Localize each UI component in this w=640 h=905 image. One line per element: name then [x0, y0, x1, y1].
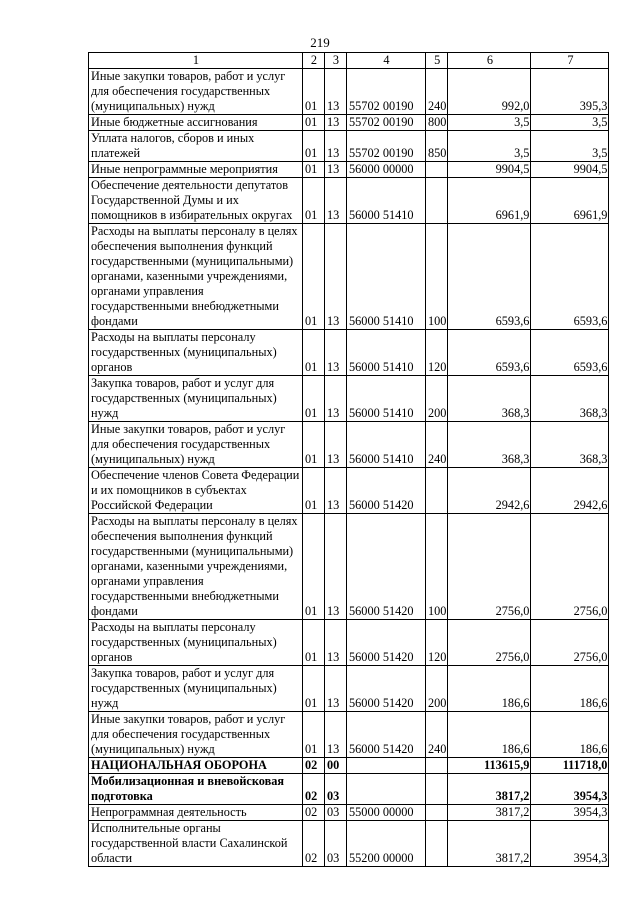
cell-section: 01	[303, 115, 325, 131]
cell-section: 01	[303, 422, 325, 468]
cell-expense-type: 120	[426, 620, 448, 666]
cell-expense-type	[426, 162, 448, 178]
cell-target-article: 55200 00000	[347, 821, 426, 867]
cell-name: Расходы на выплаты персоналу в целях обеспечения выполнения функций государственными (муниципальными) органами, казенными учреждениями, органами управления государственными внебюджетными фондами	[89, 224, 303, 330]
cell-subsection: 13	[325, 620, 347, 666]
cell-amount-2: 6593,6	[531, 330, 609, 376]
cell-amount-1: 3,5	[448, 131, 531, 162]
cell-expense-type: 240	[426, 712, 448, 758]
header-cell: 3	[325, 53, 347, 69]
cell-section: 02	[303, 758, 325, 774]
cell-expense-type: 800	[426, 115, 448, 131]
cell-amount-1: 2756,0	[448, 514, 531, 620]
cell-target-article: 56000 51410	[347, 178, 426, 224]
cell-expense-type: 200	[426, 666, 448, 712]
cell-subsection: 13	[325, 224, 347, 330]
cell-name: Иные закупки товаров, работ и услуг для обеспечения государственных (муниципальных) нужд	[89, 69, 303, 115]
cell-subsection: 13	[325, 422, 347, 468]
cell-expense-type: 850	[426, 131, 448, 162]
cell-amount-2: 3,5	[531, 131, 609, 162]
table-row	[89, 330, 609, 376]
cell-name: Расходы на выплаты персоналу в целях обеспечения выполнения функций государственными (муниципальными) органами, казенными учреждениями, органами управления государственными внебюджетными фондами	[89, 514, 303, 620]
cell-expense-type	[426, 178, 448, 224]
cell-amount-1: 992,0	[448, 69, 531, 115]
table-row	[89, 666, 609, 712]
cell-amount-1: 9904,5	[448, 162, 531, 178]
table-row	[89, 774, 609, 805]
cell-name: Расходы на выплаты персоналу государственных (муниципальных) органов	[89, 620, 303, 666]
cell-amount-1: 368,3	[448, 376, 531, 422]
cell-amount-2: 3954,3	[531, 821, 609, 867]
cell-amount-2: 395,3	[531, 69, 609, 115]
cell-amount-1: 368,3	[448, 422, 531, 468]
cell-target-article: 56000 51420	[347, 712, 426, 758]
header-cell: 7	[531, 53, 609, 69]
cell-amount-2: 3,5	[531, 115, 609, 131]
cell-section: 01	[303, 712, 325, 758]
table-row	[89, 620, 609, 666]
cell-amount-1: 113615,9	[448, 758, 531, 774]
cell-expense-type	[426, 468, 448, 514]
table-row	[89, 69, 609, 115]
table-row	[89, 115, 609, 131]
cell-amount-1: 2756,0	[448, 620, 531, 666]
table-row	[89, 178, 609, 224]
cell-target-article: 55702 00190	[347, 69, 426, 115]
cell-section: 01	[303, 468, 325, 514]
cell-amount-2: 2942,6	[531, 468, 609, 514]
cell-expense-type: 200	[426, 376, 448, 422]
cell-amount-2: 186,6	[531, 712, 609, 758]
cell-name: Иные закупки товаров, работ и услуг для обеспечения государственных (муниципальных) нужд	[89, 422, 303, 468]
cell-target-article: 56000 00000	[347, 162, 426, 178]
table-row	[89, 162, 609, 178]
cell-section: 01	[303, 131, 325, 162]
cell-target-article	[347, 758, 426, 774]
cell-name: Расходы на выплаты персоналу государственных (муниципальных) органов	[89, 330, 303, 376]
cell-target-article: 56000 51410	[347, 376, 426, 422]
cell-section: 01	[303, 69, 325, 115]
cell-target-article: 56000 51410	[347, 330, 426, 376]
table-row	[89, 514, 609, 620]
table-row	[89, 422, 609, 468]
cell-expense-type: 240	[426, 422, 448, 468]
table-row	[89, 805, 609, 821]
page-number: 219	[310, 35, 330, 50]
cell-amount-2: 2756,0	[531, 514, 609, 620]
cell-section: 01	[303, 620, 325, 666]
cell-subsection: 03	[325, 774, 347, 805]
cell-section: 01	[303, 162, 325, 178]
cell-name: Иные закупки товаров, работ и услуг для обеспечения государственных (муниципальных) нужд	[89, 712, 303, 758]
table-row	[89, 224, 609, 330]
cell-amount-2: 6961,9	[531, 178, 609, 224]
cell-amount-2: 9904,5	[531, 162, 609, 178]
cell-name: Обеспечение деятельности депутатов Государственной Думы и их помощников в избирательных округах	[89, 178, 303, 224]
cell-expense-type	[426, 821, 448, 867]
cell-name: НАЦИОНАЛЬНАЯ ОБОРОНА	[89, 758, 303, 774]
cell-amount-2: 3954,3	[531, 805, 609, 821]
cell-name: Мобилизационная и вневойсковая подготовка	[89, 774, 303, 805]
header-cell: 6	[448, 53, 531, 69]
cell-amount-1: 6593,6	[448, 224, 531, 330]
cell-subsection: 13	[325, 376, 347, 422]
cell-target-article: 55000 00000	[347, 805, 426, 821]
cell-subsection: 13	[325, 131, 347, 162]
cell-target-article	[347, 774, 426, 805]
cell-target-article: 56000 51410	[347, 224, 426, 330]
cell-amount-1: 6961,9	[448, 178, 531, 224]
table-row	[89, 376, 609, 422]
table-row	[89, 758, 609, 774]
table-row	[89, 712, 609, 758]
cell-section: 02	[303, 805, 325, 821]
cell-name: Закупка товаров, работ и услуг для государственных (муниципальных) нужд	[89, 666, 303, 712]
cell-section: 01	[303, 224, 325, 330]
cell-expense-type	[426, 774, 448, 805]
cell-section: 01	[303, 178, 325, 224]
cell-subsection: 13	[325, 330, 347, 376]
cell-amount-1: 3,5	[448, 115, 531, 131]
cell-expense-type: 240	[426, 69, 448, 115]
cell-subsection: 03	[325, 805, 347, 821]
cell-subsection: 13	[325, 468, 347, 514]
cell-expense-type: 100	[426, 514, 448, 620]
cell-subsection: 03	[325, 821, 347, 867]
cell-name: Непрограммная деятельность	[89, 805, 303, 821]
cell-target-article: 56000 51420	[347, 666, 426, 712]
cell-amount-2: 6593,6	[531, 224, 609, 330]
header-cell: 5	[426, 53, 448, 69]
cell-section: 01	[303, 330, 325, 376]
cell-section: 01	[303, 666, 325, 712]
cell-amount-1: 3817,2	[448, 805, 531, 821]
cell-name: Закупка товаров, работ и услуг для государственных (муниципальных) нужд	[89, 376, 303, 422]
cell-expense-type: 120	[426, 330, 448, 376]
cell-section: 01	[303, 514, 325, 620]
cell-section: 02	[303, 821, 325, 867]
cell-amount-1: 186,6	[448, 666, 531, 712]
cell-amount-2: 186,6	[531, 666, 609, 712]
cell-subsection: 13	[325, 178, 347, 224]
cell-amount-2: 2756,0	[531, 620, 609, 666]
cell-amount-1: 3817,2	[448, 821, 531, 867]
cell-name: Обеспечение членов Совета Федерации и их помощников в субъектах Российской Федерации	[89, 468, 303, 514]
cell-amount-1: 186,6	[448, 712, 531, 758]
cell-subsection: 13	[325, 115, 347, 131]
cell-amount-1: 3817,2	[448, 774, 531, 805]
cell-name: Иные непрограммные мероприятия	[89, 162, 303, 178]
cell-subsection: 13	[325, 69, 347, 115]
header-cell: 4	[347, 53, 426, 69]
cell-name: Уплата налогов, сборов и иных платежей	[89, 131, 303, 162]
cell-target-article: 56000 51420	[347, 620, 426, 666]
cell-name: Иные бюджетные ассигнования	[89, 115, 303, 131]
budget-table	[88, 52, 609, 867]
cell-subsection: 13	[325, 514, 347, 620]
cell-amount-1: 6593,6	[448, 330, 531, 376]
table-row	[89, 821, 609, 867]
cell-subsection: 13	[325, 712, 347, 758]
cell-amount-2: 368,3	[531, 422, 609, 468]
cell-target-article: 55702 00190	[347, 115, 426, 131]
table-row	[89, 131, 609, 162]
header-cell: 1	[89, 53, 303, 69]
table-row	[89, 468, 609, 514]
cell-amount-1: 2942,6	[448, 468, 531, 514]
cell-amount-2: 111718,0	[531, 758, 609, 774]
cell-target-article: 56000 51420	[347, 514, 426, 620]
header-cell: 2	[303, 53, 325, 69]
cell-section: 02	[303, 774, 325, 805]
cell-amount-2: 3954,3	[531, 774, 609, 805]
cell-expense-type: 100	[426, 224, 448, 330]
cell-subsection: 13	[325, 162, 347, 178]
cell-target-article: 55702 00190	[347, 131, 426, 162]
cell-expense-type	[426, 758, 448, 774]
cell-name: Исполнительные органы государственной власти Сахалинской области	[89, 821, 303, 867]
cell-subsection: 00	[325, 758, 347, 774]
header-row	[89, 53, 609, 69]
cell-subsection: 13	[325, 666, 347, 712]
cell-expense-type	[426, 805, 448, 821]
cell-target-article: 56000 51420	[347, 468, 426, 514]
cell-amount-2: 368,3	[531, 376, 609, 422]
cell-target-article: 56000 51410	[347, 422, 426, 468]
cell-section: 01	[303, 376, 325, 422]
